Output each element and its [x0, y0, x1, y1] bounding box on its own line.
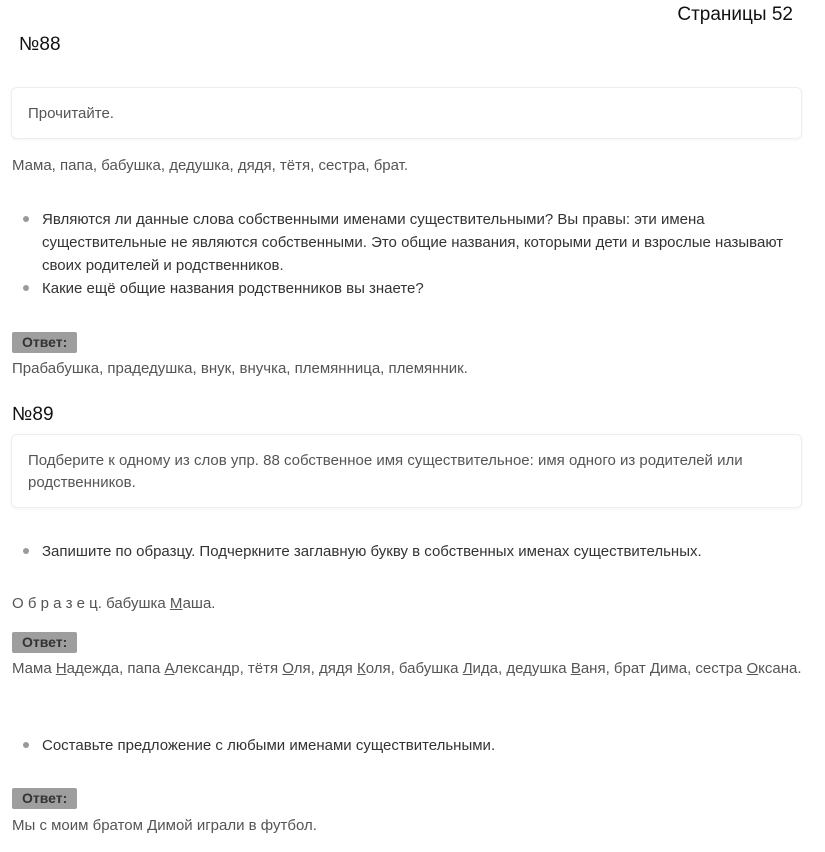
- exercise-89-answer: [12, 658, 807, 680]
- exercise-89-instruction-2: [12, 734, 802, 757]
- exercise-88-task-card: [11, 87, 802, 139]
- answer-text: лександр, тётя: [174, 660, 283, 677]
- exercise-88-questions: [12, 208, 802, 300]
- answer-text: ксана.: [758, 660, 802, 677]
- exercise-89-instruction: [12, 540, 802, 563]
- capital-letter: Л: [462, 660, 473, 677]
- answer-text: аня, брат Дима, сестра: [580, 660, 747, 677]
- exercise-89-answer-2: Мы с моим братом Димой играли в футбол.: [12, 817, 317, 834]
- exercise-89-task-card: [11, 434, 802, 508]
- sample-capital-letter: М: [169, 595, 183, 612]
- capital-letter: Н: [55, 660, 67, 677]
- instruction-item: Составьте предложение с любыми именами существительными.: [12, 734, 802, 757]
- capital-letter: В: [570, 660, 581, 677]
- exercise-88-number: №88: [19, 34, 61, 55]
- exercise-88-words: Мама, папа, бабушка, дедушка, дядя, тётя, сестра, брат.: [12, 157, 409, 174]
- exercise-89-number: №89: [12, 404, 54, 425]
- exercise-88-task-text: Прочитайте.: [28, 105, 114, 122]
- exercise-88-answer: Прабабушка, прадедушка, внук, внучка, племянница, племянник.: [12, 360, 468, 377]
- exercise-89-task-text: Подберите к одному из слов упр. 88 собственное имя существительное: имя одного из родителей или родственников.: [28, 452, 743, 491]
- page-number-label: Страницы 52: [677, 4, 793, 25]
- answer-text: ля, дядя: [293, 660, 357, 677]
- question-item: Являются ли данные слова собственными именами существительными? Вы правы: эти имена существительные не являются собственными. Это общие названия, которыми дети и взрослые называют своих родителей и родственников.: [12, 208, 802, 277]
- capital-letter: К: [356, 660, 366, 677]
- instruction-item: Запишите по образцу. Подчеркните заглавную букву в собственных именах существительных.: [12, 540, 802, 563]
- answer-text: адежда, папа: [66, 660, 165, 677]
- answer-badge: Ответ:: [12, 632, 77, 653]
- exercise-89-sample: [12, 593, 812, 615]
- capital-letter: А: [164, 660, 175, 677]
- answer-badge: Ответ:: [12, 788, 77, 809]
- answer-badge: Ответ:: [12, 332, 77, 353]
- sample-prefix: О б р а з е ц. бабушка: [12, 595, 170, 612]
- answer-text: ида, дедушка: [472, 660, 571, 677]
- sample-rest: аша.: [182, 595, 216, 612]
- question-item: Какие ещё общие названия родственников вы знаете?: [12, 277, 802, 300]
- answer-text: Мама: [12, 660, 56, 677]
- capital-letter: О: [746, 660, 759, 677]
- capital-letter: О: [282, 660, 294, 677]
- answer-text: оля, бабушка: [365, 660, 463, 677]
